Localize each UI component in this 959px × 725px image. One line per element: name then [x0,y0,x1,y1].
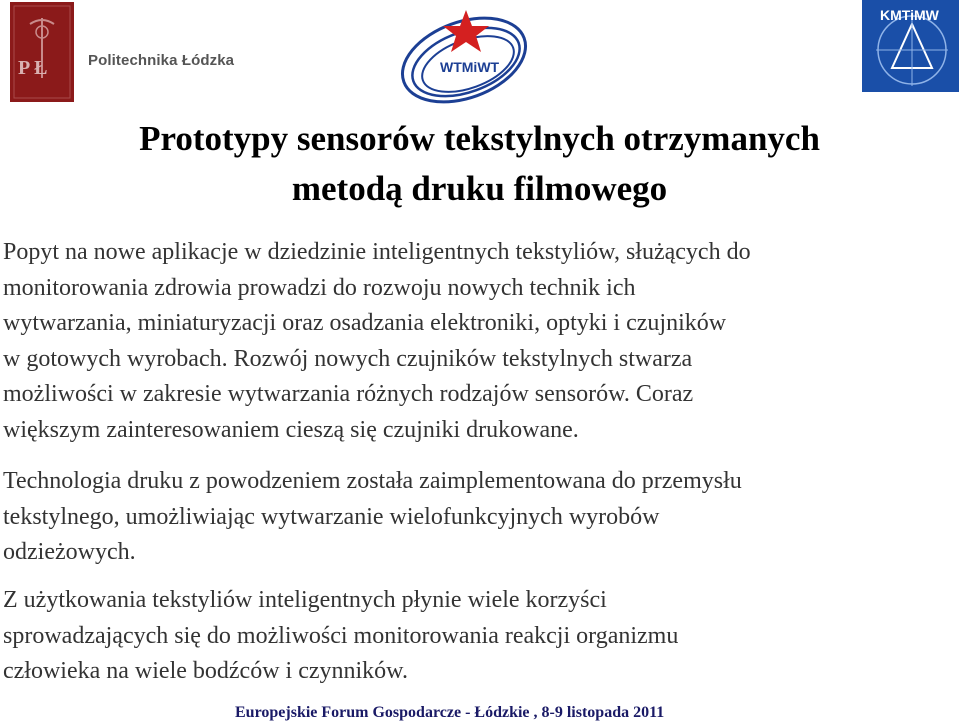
svg-text:KMTiMW: KMTiMW [880,7,939,23]
text-line: sprowadzających się do możliwości monitorowania reakcji organizmu [3,622,679,649]
page-title [0,114,959,214]
paragraph-intro [3,235,958,448]
text-line: możliwości w zakresie wytwarzania różnych rodzajów sensorów. Coraz [3,381,694,407]
text-line: odzieżowych. [3,539,136,565]
text-line: tekstylnego, umożliwiając wytwarzanie wielofunkcyjnych wyrobów [3,503,660,530]
title-line: Prototypy sensorów tekstylnych otrzymanych [139,119,820,158]
paragraph-benefits [3,583,958,690]
university-crest-icon [10,2,74,102]
svg-text:WTMiWT: WTMiWT [440,59,500,75]
title-line: metodą druku filmowego [291,169,668,208]
university-name: Politechnika Łódzka [88,52,235,69]
text-line: Popyt na nowe aplikacje w dziedzinie inteligentnych tekstyliów, służących do [3,239,751,265]
svg-text:P Ł: P Ł [18,57,48,79]
text-line: Technologia druku z powodzeniem została zaimplementowana do przemysłu [3,468,742,494]
wtmiwt-logo-icon [394,2,536,110]
paragraph-technology [3,464,958,571]
text-line: Z użytkowania tekstyliów inteligentnych płynie wiele korzyści [3,587,607,613]
politechnika-lodzka-logo [10,2,250,104]
footer-event-info: Europejskie Forum Gospodarcze - Łódzkie , 8-9 listopada 2011 [235,704,665,721]
text-line: większym zainteresowaniem cieszą się czujniki drukowane. [3,416,579,443]
text-line: wytwarzania, miniaturyzacji oraz osadzania elektroniki, optyki i czujników [3,310,727,336]
text-line: w gotowych wyrobach. Rozwój nowych czujników tekstylnych stwarza [3,345,693,372]
text-line: monitorowania zdrowia prowadzi do rozwoju nowych technik ich [3,274,636,301]
text-line: człowieka na wiele bodźców i czynników. [3,658,408,684]
kmtimw-logo-icon [862,0,959,92]
